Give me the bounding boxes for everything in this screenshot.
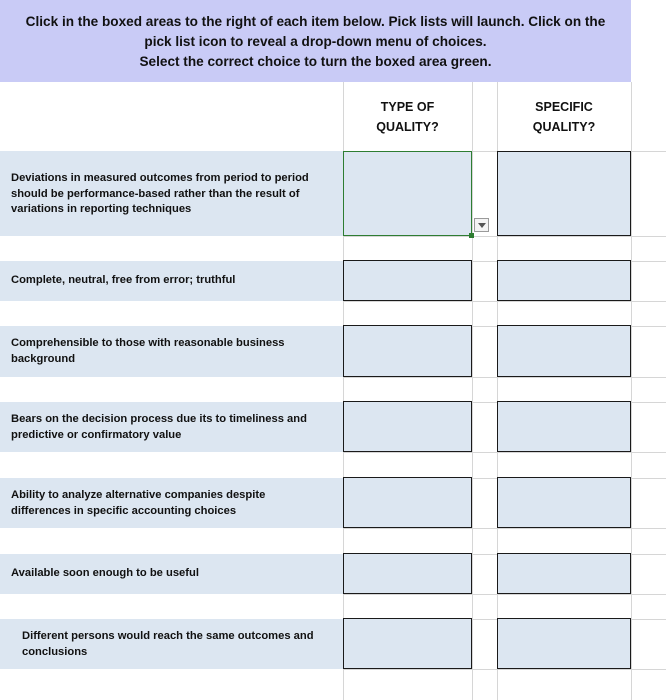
specific-quality-input-6[interactable]	[497, 553, 631, 594]
grid-line-row-10	[343, 528, 666, 529]
item-label-7: Different persons would reach the same outcomes and conclusions	[22, 630, 314, 658]
type-of-quality-input-4[interactable]	[343, 401, 472, 452]
item-label-6: Available soon enough to be useful	[11, 567, 199, 579]
grid-line-col-2	[472, 82, 473, 700]
type-of-quality-input-6[interactable]	[343, 553, 472, 594]
item-label-1: Deviations in measured outcomes from period to period should be performance-based rather than the result of variations in reporting techniques	[11, 172, 309, 216]
grid-line-row-4	[343, 301, 666, 302]
type-of-quality-input-1[interactable]	[343, 151, 472, 236]
item-label-3: Comprehensible to those with reasonable business background	[11, 337, 285, 365]
grid-line-col-4	[631, 82, 632, 700]
specific-quality-input-2[interactable]	[497, 260, 631, 301]
specific-quality-input-1[interactable]	[497, 151, 631, 236]
instructions-line-3: Select the correct choice to turn the boxed area green.	[139, 54, 492, 69]
grid-line-row-12	[343, 594, 666, 595]
grid-line-row-8	[343, 452, 666, 453]
specific-quality-input-5[interactable]	[497, 477, 631, 528]
instructions-line-2: pick list icon to reveal a drop-down menu of choices.	[144, 34, 487, 49]
grid-line-row-6	[343, 377, 666, 378]
column-header-type-of-quality: TYPE OF QUALITY?	[376, 100, 439, 134]
dropdown-arrow-icon	[477, 222, 487, 229]
column-header-specific-quality: SPECIFIC QUALITY?	[532, 100, 596, 134]
instructions-line-1: Click in the boxed areas to the right of each item below. Pick lists will launch. Click on the	[25, 14, 606, 29]
pick-list-dropdown-button[interactable]	[474, 218, 489, 232]
type-of-quality-input-2[interactable]	[343, 260, 472, 301]
specific-quality-input-3[interactable]	[497, 325, 631, 377]
grid-line-row-2	[343, 236, 666, 237]
type-of-quality-input-5[interactable]	[343, 477, 472, 528]
instructions-banner	[0, 0, 631, 82]
item-label-4: Bears on the decision process due its to timeliness and predictive or confirmatory value	[11, 413, 307, 441]
specific-quality-input-4[interactable]	[497, 401, 631, 452]
item-label-5: Ability to analyze alternative companies despite differences in specific accounting choices	[11, 489, 266, 517]
grid-line-row-14	[343, 669, 666, 670]
item-label-2: Complete, neutral, free from error; truthful	[11, 274, 236, 286]
specific-quality-input-7[interactable]	[497, 618, 631, 669]
type-of-quality-input-7[interactable]	[343, 618, 472, 669]
type-of-quality-input-3[interactable]	[343, 325, 472, 377]
